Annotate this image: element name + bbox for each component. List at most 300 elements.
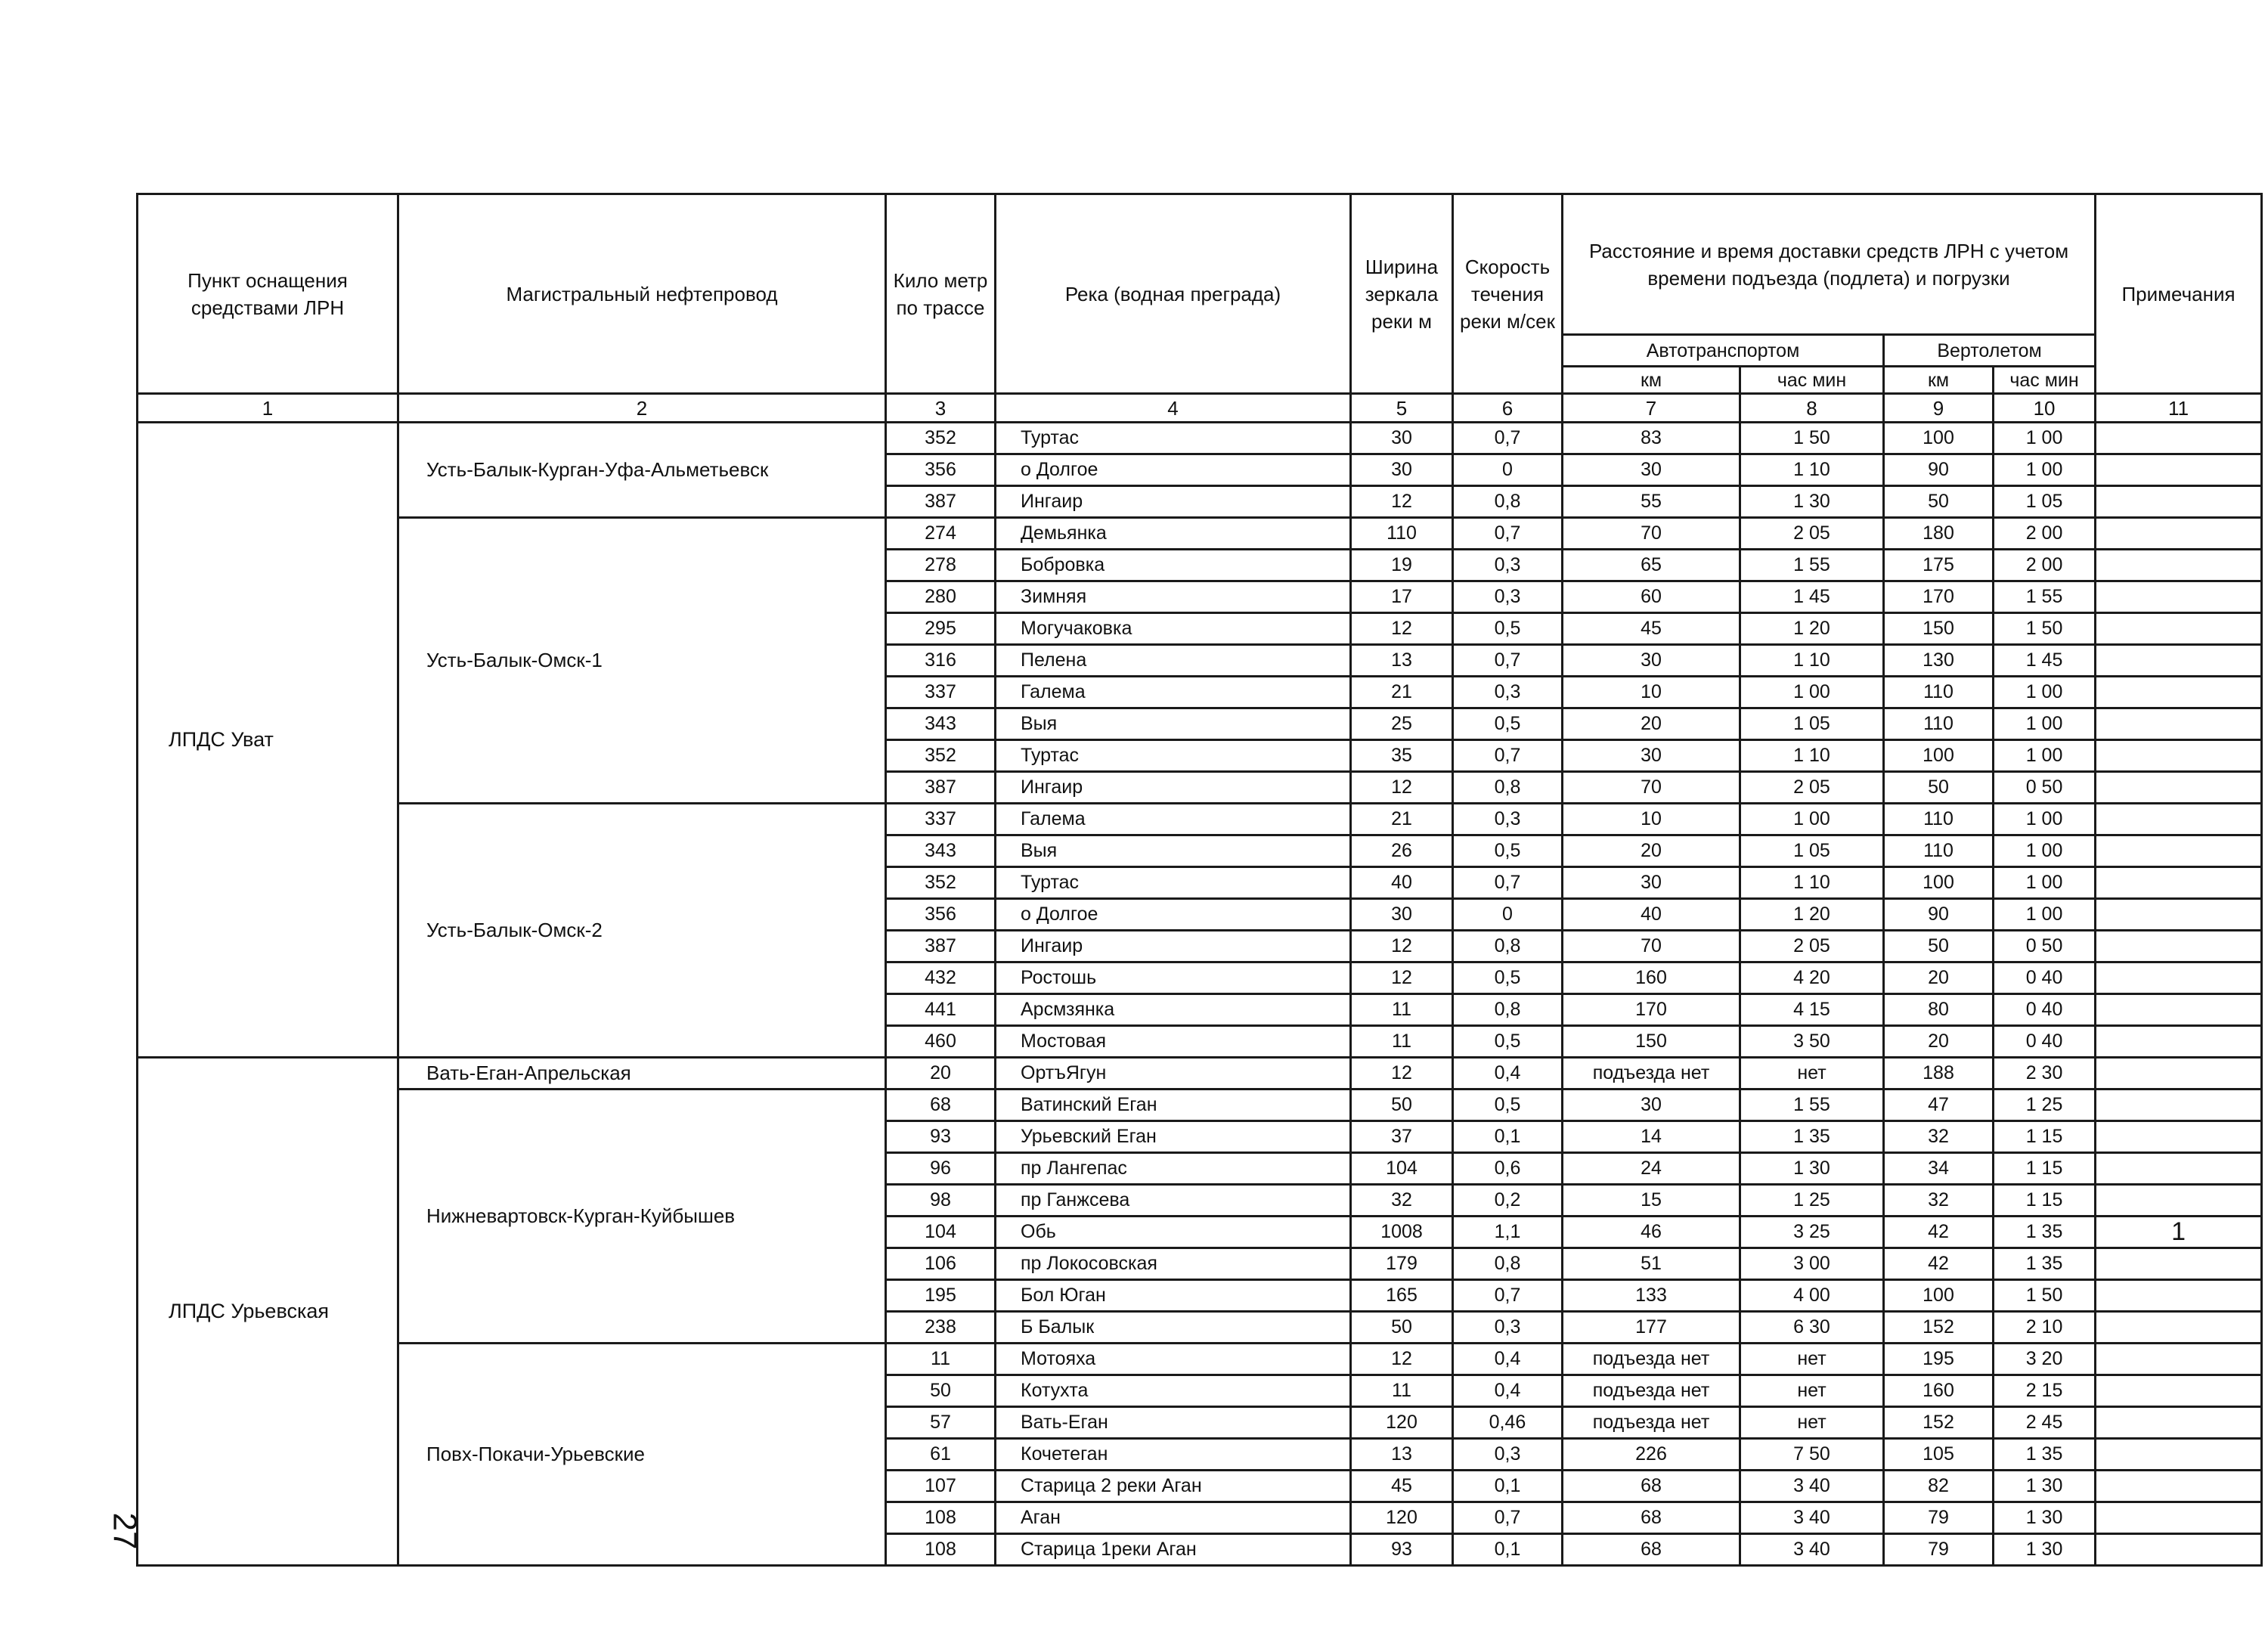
table-row [138, 1058, 2262, 1090]
speed-cell: 0 [1453, 899, 1563, 931]
width-cell: 50 [1351, 1312, 1453, 1344]
note-cell [2096, 1502, 2262, 1534]
km-cell: 295 [886, 613, 996, 645]
width-cell: 12 [1351, 931, 1453, 962]
river-cell: Демьянка [996, 518, 1351, 550]
note-cell [2096, 931, 2262, 962]
auto-time-cell: 1 20 [1740, 899, 1884, 931]
note-cell [2096, 1439, 2262, 1471]
column-number: 2 [398, 394, 886, 423]
point-cell: ЛПДС Уват [138, 423, 398, 1058]
km-cell: 61 [886, 1439, 996, 1471]
auto-time-cell: 1 20 [1740, 613, 1884, 645]
speed-cell: 0,8 [1453, 1248, 1563, 1280]
table-header [138, 194, 2262, 423]
width-cell: 19 [1351, 550, 1453, 581]
width-cell: 12 [1351, 1058, 1453, 1090]
km-cell: 387 [886, 772, 996, 804]
auto-km-cell: подъезда нет [1563, 1344, 1740, 1375]
heli-km-cell: 130 [1884, 645, 1994, 677]
speed-cell: 0,1 [1453, 1471, 1563, 1502]
auto-km-cell: 68 [1563, 1471, 1740, 1502]
note-cell [2096, 1534, 2262, 1566]
river-cell: пр Ганжсева [996, 1185, 1351, 1217]
heli-time-cell: 1 00 [1994, 708, 2096, 740]
river-cell: Кочетеган [996, 1439, 1351, 1471]
width-cell: 25 [1351, 708, 1453, 740]
heli-km-cell: 150 [1884, 613, 1994, 645]
note-cell [2096, 994, 2262, 1026]
note-cell [2096, 1121, 2262, 1153]
auto-km-cell: 15 [1563, 1185, 1740, 1217]
river-cell: Туртас [996, 867, 1351, 899]
km-cell: 93 [886, 1121, 996, 1153]
auto-time-cell: 3 00 [1740, 1248, 1884, 1280]
heli-time-cell: 0 40 [1994, 1026, 2096, 1058]
speed-cell: 0,46 [1453, 1407, 1563, 1439]
pipeline-cell: Усть-Балык-Омск-1 [398, 518, 886, 804]
auto-km-cell: 45 [1563, 613, 1740, 645]
table-row [138, 1344, 2262, 1375]
heli-km-cell: 47 [1884, 1090, 1994, 1121]
auto-km-cell: 70 [1563, 518, 1740, 550]
auto-km-cell: 68 [1563, 1502, 1740, 1534]
column-number: 8 [1740, 394, 1884, 423]
width-cell: 12 [1351, 772, 1453, 804]
km-cell: 460 [886, 1026, 996, 1058]
heli-km-cell: 50 [1884, 486, 1994, 518]
column-number: 1 [138, 394, 398, 423]
auto-time-cell: 1 05 [1740, 835, 1884, 867]
auto-time-cell: 2 05 [1740, 931, 1884, 962]
heli-time-cell: 1 45 [1994, 645, 2096, 677]
heli-km-cell: 20 [1884, 962, 1994, 994]
river-cell: Галема [996, 804, 1351, 835]
auto-km-cell: 133 [1563, 1280, 1740, 1312]
header-km: Кило метр по трассе [886, 194, 996, 394]
width-cell: 110 [1351, 518, 1453, 550]
auto-time-cell: 3 50 [1740, 1026, 1884, 1058]
km-cell: 343 [886, 835, 996, 867]
note-cell [2096, 454, 2262, 486]
width-cell: 12 [1351, 962, 1453, 994]
width-cell: 12 [1351, 613, 1453, 645]
header-point: Пункт оснащения средствами ЛРН [138, 194, 398, 394]
km-cell: 11 [886, 1344, 996, 1375]
auto-km-cell: 24 [1563, 1153, 1740, 1185]
speed-cell: 0,8 [1453, 931, 1563, 962]
header-heli-time: час мин [1994, 367, 2096, 394]
auto-km-cell: 40 [1563, 899, 1740, 931]
river-cell: Аган [996, 1502, 1351, 1534]
heli-km-cell: 100 [1884, 740, 1994, 772]
width-cell: 17 [1351, 581, 1453, 613]
width-cell: 93 [1351, 1534, 1453, 1566]
speed-cell: 0,4 [1453, 1375, 1563, 1407]
table-row [138, 1090, 2262, 1121]
km-cell: 238 [886, 1312, 996, 1344]
width-cell: 165 [1351, 1280, 1453, 1312]
auto-km-cell: 14 [1563, 1121, 1740, 1153]
heli-km-cell: 79 [1884, 1534, 1994, 1566]
heli-km-cell: 90 [1884, 899, 1994, 931]
river-cell: Выя [996, 835, 1351, 867]
river-cell: о Долгое [996, 899, 1351, 931]
river-cell: Урьевский Еган [996, 1121, 1351, 1153]
speed-cell: 0,5 [1453, 835, 1563, 867]
heli-km-cell: 50 [1884, 931, 1994, 962]
km-cell: 352 [886, 740, 996, 772]
note-cell [2096, 1026, 2262, 1058]
heli-time-cell: 1 15 [1994, 1153, 2096, 1185]
table-row [138, 804, 2262, 835]
auto-km-cell: 65 [1563, 550, 1740, 581]
speed-cell: 0,5 [1453, 962, 1563, 994]
heli-time-cell: 1 55 [1994, 581, 2096, 613]
auto-km-cell: 10 [1563, 677, 1740, 708]
auto-time-cell: 3 40 [1740, 1534, 1884, 1566]
speed-cell: 0,7 [1453, 740, 1563, 772]
auto-time-cell: 4 15 [1740, 994, 1884, 1026]
auto-km-cell: 46 [1563, 1217, 1740, 1248]
width-cell: 120 [1351, 1407, 1453, 1439]
heli-time-cell: 1 50 [1994, 1280, 2096, 1312]
heli-time-cell: 1 00 [1994, 677, 2096, 708]
heli-time-cell: 1 25 [1994, 1090, 2096, 1121]
km-cell: 96 [886, 1153, 996, 1185]
river-cell: Бол Юган [996, 1280, 1351, 1312]
river-cell: Ингаир [996, 486, 1351, 518]
heli-time-cell: 1 00 [1994, 804, 2096, 835]
width-cell: 11 [1351, 994, 1453, 1026]
heli-time-cell: 1 30 [1994, 1534, 2096, 1566]
note-cell [2096, 645, 2262, 677]
table-row [138, 423, 2262, 454]
width-cell: 11 [1351, 1375, 1453, 1407]
note-cell [2096, 486, 2262, 518]
river-cell: Галема [996, 677, 1351, 708]
river-cell: Зимняя [996, 581, 1351, 613]
speed-cell: 0,7 [1453, 1280, 1563, 1312]
auto-km-cell: 70 [1563, 931, 1740, 962]
river-crossing-table [136, 193, 2263, 1567]
auto-km-cell: подъезда нет [1563, 1058, 1740, 1090]
river-cell: Бобровка [996, 550, 1351, 581]
river-cell: о Долгое [996, 454, 1351, 486]
auto-km-cell: 83 [1563, 423, 1740, 454]
note-cell [2096, 1280, 2262, 1312]
heli-time-cell: 1 35 [1994, 1439, 2096, 1471]
speed-cell: 0,1 [1453, 1534, 1563, 1566]
heli-time-cell: 2 45 [1994, 1407, 2096, 1439]
note-cell [2096, 1058, 2262, 1090]
note-cell: 1 [2096, 1217, 2262, 1248]
auto-km-cell: подъезда нет [1563, 1375, 1740, 1407]
km-cell: 316 [886, 645, 996, 677]
header-river: Река (водная преграда) [996, 194, 1351, 394]
width-cell: 32 [1351, 1185, 1453, 1217]
auto-time-cell: 1 10 [1740, 454, 1884, 486]
note-cell [2096, 581, 2262, 613]
page-number: 27 [106, 1512, 144, 1550]
km-cell: 107 [886, 1471, 996, 1502]
pipeline-cell: Вать-Еган-Апрельская [398, 1058, 886, 1090]
speed-cell: 0,3 [1453, 804, 1563, 835]
km-cell: 108 [886, 1502, 996, 1534]
auto-km-cell: 30 [1563, 740, 1740, 772]
width-cell: 21 [1351, 804, 1453, 835]
speed-cell: 0,4 [1453, 1058, 1563, 1090]
heli-km-cell: 110 [1884, 677, 1994, 708]
river-cell: Арсмзянка [996, 994, 1351, 1026]
auto-km-cell: 30 [1563, 645, 1740, 677]
note-cell [2096, 740, 2262, 772]
note-cell [2096, 1185, 2262, 1217]
heli-km-cell: 160 [1884, 1375, 1994, 1407]
auto-km-cell: 226 [1563, 1439, 1740, 1471]
speed-cell: 0,5 [1453, 1026, 1563, 1058]
heli-km-cell: 82 [1884, 1471, 1994, 1502]
column-number: 7 [1563, 394, 1740, 423]
speed-cell: 0,5 [1453, 613, 1563, 645]
river-cell: Туртас [996, 423, 1351, 454]
heli-time-cell: 1 00 [1994, 899, 2096, 931]
auto-time-cell: 1 55 [1740, 1090, 1884, 1121]
speed-cell: 0,3 [1453, 581, 1563, 613]
width-cell: 13 [1351, 645, 1453, 677]
width-cell: 30 [1351, 454, 1453, 486]
km-cell: 387 [886, 931, 996, 962]
heli-time-cell: 1 00 [1994, 740, 2096, 772]
note-cell [2096, 1375, 2262, 1407]
km-cell: 68 [886, 1090, 996, 1121]
note-cell [2096, 550, 2262, 581]
heli-km-cell: 50 [1884, 772, 1994, 804]
auto-time-cell: нет [1740, 1407, 1884, 1439]
speed-cell: 0,3 [1453, 1439, 1563, 1471]
speed-cell: 0,8 [1453, 486, 1563, 518]
speed-cell: 0,3 [1453, 1312, 1563, 1344]
speed-cell: 0,6 [1453, 1153, 1563, 1185]
auto-time-cell: 1 50 [1740, 423, 1884, 454]
heli-time-cell: 0 40 [1994, 962, 2096, 994]
width-cell: 12 [1351, 1344, 1453, 1375]
auto-time-cell: нет [1740, 1344, 1884, 1375]
note-cell [2096, 1090, 2262, 1121]
river-cell: Туртас [996, 740, 1351, 772]
width-cell: 30 [1351, 423, 1453, 454]
note-cell [2096, 518, 2262, 550]
note-cell [2096, 423, 2262, 454]
note-cell [2096, 1312, 2262, 1344]
column-number: 4 [996, 394, 1351, 423]
km-cell: 343 [886, 708, 996, 740]
km-cell: 432 [886, 962, 996, 994]
header-auto: Автотранспортом [1563, 335, 1884, 367]
auto-time-cell: 1 55 [1740, 550, 1884, 581]
auto-km-cell: 150 [1563, 1026, 1740, 1058]
width-cell: 35 [1351, 740, 1453, 772]
river-cell: Ингаир [996, 931, 1351, 962]
header-speed: Скорость течения реки м/сек [1453, 194, 1563, 394]
auto-time-cell: 1 35 [1740, 1121, 1884, 1153]
header-width: Ширина зеркала реки м [1351, 194, 1453, 394]
note-cell [2096, 677, 2262, 708]
km-cell: 108 [886, 1534, 996, 1566]
heli-km-cell: 90 [1884, 454, 1994, 486]
river-cell: Ингаир [996, 772, 1351, 804]
auto-time-cell: 1 00 [1740, 677, 1884, 708]
pipeline-cell: Усть-Балык-Омск-2 [398, 804, 886, 1058]
river-cell: Мостовая [996, 1026, 1351, 1058]
auto-time-cell: 1 30 [1740, 486, 1884, 518]
auto-time-cell: 4 00 [1740, 1280, 1884, 1312]
speed-cell: 0,4 [1453, 1344, 1563, 1375]
column-number: 9 [1884, 394, 1994, 423]
km-cell: 278 [886, 550, 996, 581]
pipeline-cell: Повх-Покачи-Урьевские [398, 1344, 886, 1566]
heli-time-cell: 1 15 [1994, 1121, 2096, 1153]
speed-cell: 0,8 [1453, 772, 1563, 804]
width-cell: 45 [1351, 1471, 1453, 1502]
speed-cell: 0,8 [1453, 994, 1563, 1026]
heli-km-cell: 32 [1884, 1121, 1994, 1153]
column-number: 10 [1994, 394, 2096, 423]
column-number: 3 [886, 394, 996, 423]
header-heli-km: км [1884, 367, 1994, 394]
auto-km-cell: 51 [1563, 1248, 1740, 1280]
note-cell [2096, 1248, 2262, 1280]
auto-time-cell: 1 00 [1740, 804, 1884, 835]
auto-time-cell: 1 45 [1740, 581, 1884, 613]
river-cell: Обь [996, 1217, 1351, 1248]
note-cell [2096, 899, 2262, 931]
speed-cell: 0 [1453, 454, 1563, 486]
speed-cell: 0,7 [1453, 645, 1563, 677]
auto-time-cell: 1 25 [1740, 1185, 1884, 1217]
auto-km-cell: 170 [1563, 994, 1740, 1026]
heli-time-cell: 1 00 [1994, 423, 2096, 454]
heli-km-cell: 170 [1884, 581, 1994, 613]
km-cell: 337 [886, 804, 996, 835]
river-cell: Мотояха [996, 1344, 1351, 1375]
river-cell: Б Балык [996, 1312, 1351, 1344]
width-cell: 104 [1351, 1153, 1453, 1185]
river-cell: Ватинский Еган [996, 1090, 1351, 1121]
header-notes: Примечания [2096, 194, 2262, 394]
auto-time-cell: 3 40 [1740, 1471, 1884, 1502]
auto-km-cell: 177 [1563, 1312, 1740, 1344]
km-cell: 104 [886, 1217, 996, 1248]
river-cell: Вать-Еган [996, 1407, 1351, 1439]
width-cell: 50 [1351, 1090, 1453, 1121]
auto-time-cell: 7 50 [1740, 1439, 1884, 1471]
header-pipeline: Магистральный нефтепровод [398, 194, 886, 394]
heli-km-cell: 180 [1884, 518, 1994, 550]
speed-cell: 0,3 [1453, 677, 1563, 708]
heli-time-cell: 1 30 [1994, 1471, 2096, 1502]
auto-km-cell: 55 [1563, 486, 1740, 518]
heli-time-cell: 1 00 [1994, 867, 2096, 899]
km-cell: 274 [886, 518, 996, 550]
heli-time-cell: 0 50 [1994, 931, 2096, 962]
width-cell: 12 [1351, 486, 1453, 518]
heli-km-cell: 80 [1884, 994, 1994, 1026]
pipeline-cell: Усть-Балык-Курган-Уфа-Альметьевск [398, 423, 886, 518]
width-cell: 26 [1351, 835, 1453, 867]
table-body [138, 423, 2262, 1566]
auto-time-cell: 1 10 [1740, 740, 1884, 772]
pipeline-cell: Нижневартовск-Курган-Куйбышев [398, 1090, 886, 1344]
river-cell: Пелена [996, 645, 1351, 677]
river-cell: Котухта [996, 1375, 1351, 1407]
table-row [138, 518, 2262, 550]
river-cell: Ростошь [996, 962, 1351, 994]
header-auto-time: час мин [1740, 367, 1884, 394]
note-cell [2096, 708, 2262, 740]
heli-km-cell: 20 [1884, 1026, 1994, 1058]
heli-time-cell: 1 30 [1994, 1502, 2096, 1534]
km-cell: 50 [886, 1375, 996, 1407]
heli-time-cell: 2 30 [1994, 1058, 2096, 1090]
note-cell [2096, 835, 2262, 867]
auto-time-cell: 2 05 [1740, 518, 1884, 550]
heli-time-cell: 0 40 [1994, 994, 2096, 1026]
note-cell [2096, 1471, 2262, 1502]
auto-time-cell: 3 25 [1740, 1217, 1884, 1248]
heli-km-cell: 100 [1884, 1280, 1994, 1312]
river-cell: ОртъЯгун [996, 1058, 1351, 1090]
auto-time-cell: 6 30 [1740, 1312, 1884, 1344]
note-cell [2096, 804, 2262, 835]
km-cell: 356 [886, 454, 996, 486]
heli-km-cell: 42 [1884, 1217, 1994, 1248]
heli-time-cell: 1 15 [1994, 1185, 2096, 1217]
river-cell: пр Лангепас [996, 1153, 1351, 1185]
note-cell [2096, 1153, 2262, 1185]
column-number: 11 [2096, 394, 2262, 423]
heli-time-cell: 1 35 [1994, 1217, 2096, 1248]
speed-cell: 0,5 [1453, 1090, 1563, 1121]
note-cell [2096, 962, 2262, 994]
width-cell: 179 [1351, 1248, 1453, 1280]
km-cell: 20 [886, 1058, 996, 1090]
heli-km-cell: 110 [1884, 804, 1994, 835]
heli-km-cell: 152 [1884, 1407, 1994, 1439]
header-distance-group: Расстояние и время доставки средств ЛРН с учетом времени подъезда (подлета) и погрузки [1563, 194, 2096, 335]
km-cell: 195 [886, 1280, 996, 1312]
note-cell [2096, 613, 2262, 645]
heli-km-cell: 110 [1884, 835, 1994, 867]
heli-time-cell: 1 50 [1994, 613, 2096, 645]
note-cell [2096, 1407, 2262, 1439]
heli-time-cell: 2 00 [1994, 518, 2096, 550]
auto-time-cell: 1 30 [1740, 1153, 1884, 1185]
km-cell: 352 [886, 867, 996, 899]
km-cell: 106 [886, 1248, 996, 1280]
heli-km-cell: 100 [1884, 423, 1994, 454]
width-cell: 11 [1351, 1026, 1453, 1058]
auto-time-cell: 1 10 [1740, 867, 1884, 899]
auto-km-cell: 20 [1563, 708, 1740, 740]
width-cell: 30 [1351, 899, 1453, 931]
auto-km-cell: подъезда нет [1563, 1407, 1740, 1439]
heli-time-cell: 1 00 [1994, 454, 2096, 486]
heli-km-cell: 105 [1884, 1439, 1994, 1471]
speed-cell: 0,1 [1453, 1121, 1563, 1153]
width-cell: 13 [1351, 1439, 1453, 1471]
river-cell: Старица 2 реки Аган [996, 1471, 1351, 1502]
